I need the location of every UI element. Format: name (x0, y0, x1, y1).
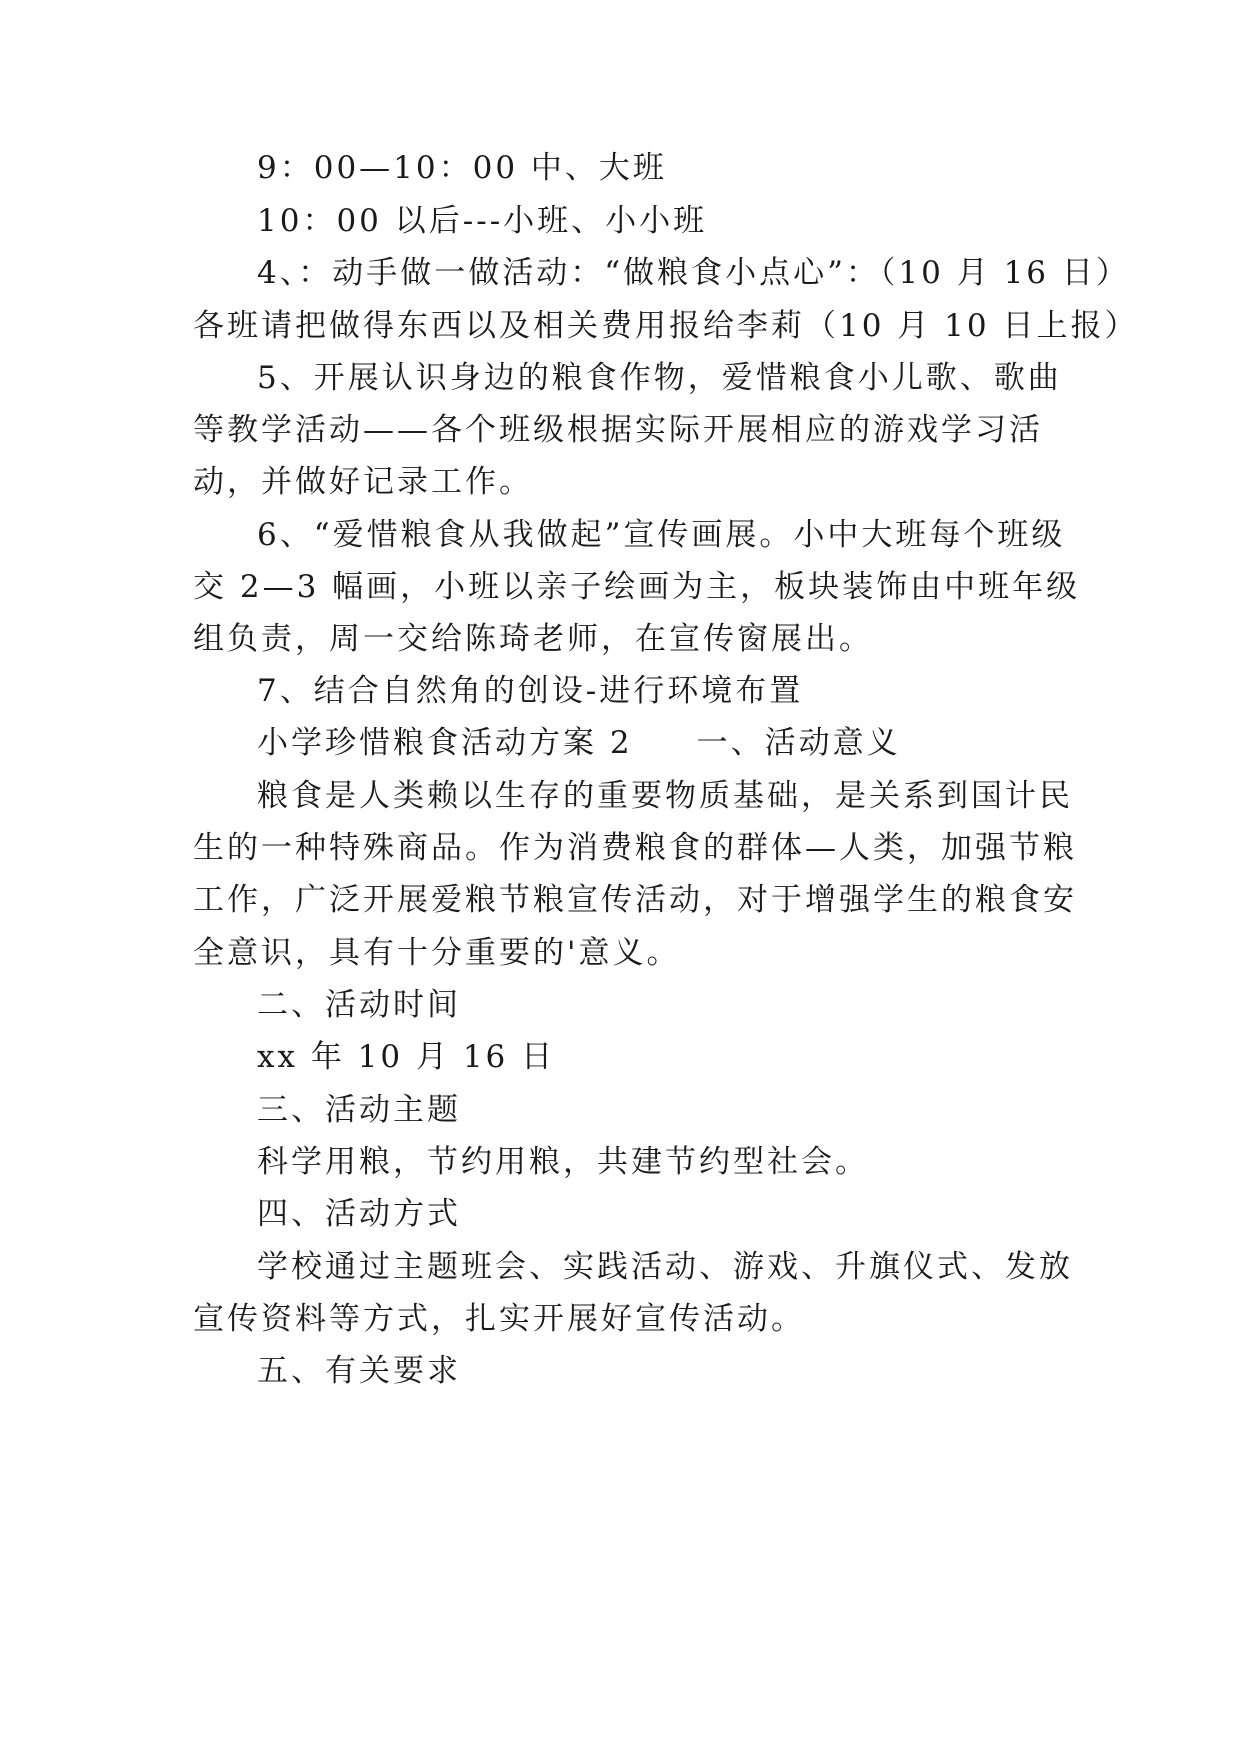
item-5-line-3: 动，并做好记录工作。 (193, 464, 533, 500)
section-2-heading: 二、活动时间 (257, 987, 461, 1023)
item-5-line-1: 5、开展认识身边的粮食作物，爱惜粮食小儿歌、歌曲 (257, 360, 1062, 396)
section-3-heading: 三、活动主题 (257, 1092, 461, 1128)
activity-theme: 科学用粮，节约用粮，共建节约型社会。 (257, 1144, 869, 1180)
significance-paragraph-line-2: 生的一种特殊商品。作为消费粮食的群体—人类，加强节粮 (193, 830, 1077, 866)
item-6-line-1: 6、“爱惜粮食从我做起”宣传画展。小中大班每个班级 (257, 517, 1066, 553)
item-6-line-2: 交 2—3 幅画，小班以亲子绘画为主，板块装饰由中班年级 (193, 569, 1081, 605)
item-5-line-2: 等教学活动——各个班级根据实际开展相应的游戏学习活 (193, 412, 1043, 448)
section-1-heading: 一、活动意义 (696, 725, 901, 761)
significance-paragraph-line-3: 工作，广泛开展爱粮节粮宣传活动，对于增强学生的粮食安 (193, 882, 1077, 918)
schedule-line-small-class: 10：00 以后---小班、小小班 (257, 203, 708, 239)
activity-date: xx 年 10 月 16 日 (257, 1039, 556, 1075)
item-6-line-3: 组负责，周一交给陈琦老师，在宣传窗展出。 (193, 621, 873, 657)
section-5-heading: 五、有关要求 (257, 1353, 461, 1389)
item-7-line: 7、结合自然角的创设-进行环境布置 (257, 673, 804, 709)
schedule-line-mid-large-class: 9：00—10：00 中、大班 (257, 150, 667, 186)
significance-paragraph-line-4: 全意识，具有十分重要的'意义。 (193, 935, 681, 971)
activity-method-line-2: 宣传资料等方式，扎实开展好宣传活动。 (193, 1301, 805, 1337)
plan-2-title: 小学珍惜粮食活动方案 2 (257, 725, 633, 761)
section-4-heading: 四、活动方式 (257, 1196, 461, 1232)
plan-2-heading-line (257, 723, 901, 763)
item-4-line-1: 4、：动手做一做活动：“做粮食小点心”：（10 月 16 日） (257, 255, 1130, 291)
significance-paragraph-line-1: 粮食是人类赖以生存的重要物质基础，是关系到国计民 (257, 778, 1073, 814)
activity-method-line-1: 学校通过主题班会、实践活动、游戏、升旗仪式、发放 (257, 1249, 1073, 1285)
item-4-line-2: 各班请把做得东西以及相关费用报给李莉（10 月 10 日上报） (193, 308, 1139, 344)
